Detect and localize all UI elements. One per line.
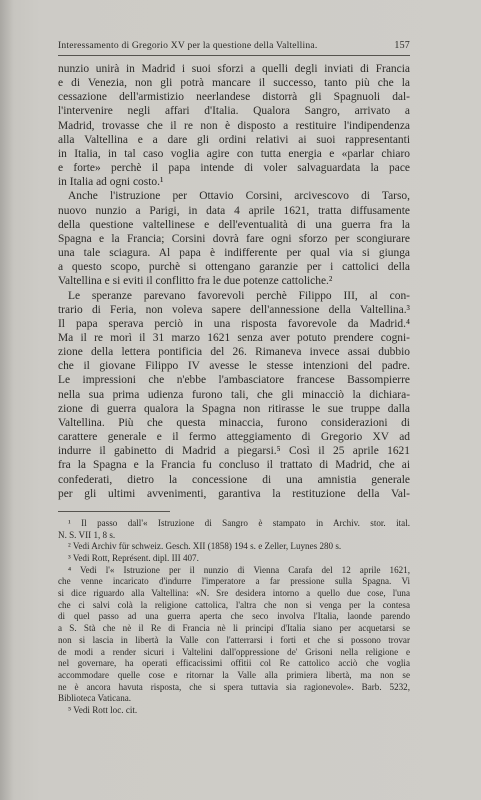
text-line: una tale sciagura. Al papa è indifferente per qual via si giunga [58,247,410,260]
text-line: zione della lettera pontificia del 26. Rimaneva invece assai dubbio [58,346,410,359]
footnote [58,553,410,565]
footnote [58,518,410,541]
footnote-line: nel governare, ha operati efficacissimi offitii col Re cattolico acciò che voglia [58,658,410,669]
text-line: Spagna e la Francia; Corsini dovrà fare ogni sforzo per scongiurare [58,232,410,245]
running-header [58,40,410,56]
footnote-separator [58,511,170,512]
text-line: nunzio unirà in Madrid i suoi sforzi a quelli degli inviati di Francia [58,63,410,75]
footnote [58,565,410,705]
text-line: nella sua prima udienza furono tali, che gli minacciò la dichiara- [58,388,410,401]
text-line: Ma il re morì il 31 marzo 1621 senza aver potuto prendere cogni- [58,331,410,344]
footnote-line: de modi a render sicuri i Valtelini dall'oppressione de' Grisoni nella religione e [58,646,410,657]
main-text [58,62,410,501]
text-line: Le impressioni che n'ebbe l'ambasciatore francese Bassompierre [58,374,410,387]
text-line: l'intervenire negli affari d'Italia. Qualora Sangro, arrivato a [58,105,410,118]
footnote-line: che ci salvi colà la religione cattolica, l'altra che non si venga per la contesa [58,599,410,610]
footnote-line: si dice riguardo alla Valtellina: «N. Sre desidera intorno a quello due cose, l'una [58,588,410,599]
text-line: nuovo nunzio a Parigi, in data 4 aprile 1621, tratta diffusamente [58,204,410,217]
text-line: confederati, dietro la concessione di una amnistia generale [58,473,410,486]
text-line: cessazione dell'armistizio neerlandese distorrà gli Spagnuoli dal- [58,91,410,104]
text-line: zione di guerra qualora la Spagna non ritirasse le sue truppe dalla [58,402,410,415]
footnote-line: a S. Stà che nè il Re di Francia nè li principi d'Italia siano per acquetarsi se [58,623,410,634]
text-line: Anche l'istruzione per Ottavio Corsini, arcivescovo di Tarso, [68,190,410,203]
page-content [58,40,410,717]
text-line: per gli ultimi avvenimenti, garantiva la restituzione della Val- [58,487,410,500]
text-line: carattere generale e il fermo atteggiamento di Gregorio XV ad [58,431,410,444]
text-line: Il papa sperava perciò in una risposta favorevole da Madrid.⁴ [58,317,410,330]
text-line: Le speranze parevano favorevoli perchè Filippo III, al con- [68,289,410,302]
footnote-line: ¹ Il passo dall'« Istruzione di Sangro è stampato in Archiv. stor. ital. [68,517,410,528]
text-line: Madrid, trovasse che il re non è disposto a restituire l'indipendenza [58,119,410,132]
footnotes [58,518,410,717]
text-line: Valtellina. Più che questa minaccia, furono considerazioni di [58,416,410,429]
footnote-line: accommodare quelle cose e ritornar la Valle alla primiera libertà, ma non se [58,669,410,680]
footnote-line: non si lascia in libertà la Valle con l'atterrarsi i forti et che si possono trovar [58,634,410,645]
footnote [58,705,410,717]
footnote-line: ² Vedi Archiv für schweiz. Gesch. XII (1858) 194 s. e Zeller, Luynes 280 s. [68,541,342,552]
footnote-line: che venne incaricato d'indurre l'imperatore a far pressione sulla Spagna. Vi [58,576,410,587]
footnote-line: ⁵ Vedi Rott loc. cit. [68,705,138,716]
text-line: in Italia ad ogni costo.¹ [58,176,164,189]
text-line: trario di Feria, non voleva sapere dell'annessione della Valtellina.³ [58,303,410,316]
text-line: indurre il gabinetto di Madrid a piegarsi.⁵ Così il 25 aprile 1621 [58,445,410,458]
page-number: 157 [394,40,410,51]
text-line: fra la Spagna e la Francia fu concluso il trattato di Madrid, che ai [58,459,410,472]
footnote-line: ⁴ Vedi l'« Istruzione per il nunzio di Vienna Carafa del 12 aprile 1621, [68,564,410,575]
text-line: in Italia, in tal caso voglia agire con tutta energia e «parlar chiaro [58,147,410,160]
footnote-line: ne è ancora havuta risposta, che si spera tuttavia sia ragionevole». Barb. 5232, [58,681,410,692]
text-line: alla Valtellina e a dare gli ordini relativi ai suoi rappresentanti [58,133,410,146]
footnote-line: di quel passo ad una guerra aperta che seco involva l'Italia, laonde parendo [58,611,410,622]
footnote-line: Biblioteca Vaticana. [58,693,132,704]
text-line: che il giovane Filippo IV avesse le stesse intenzioni del padre. [58,360,410,373]
footnote [58,541,410,553]
running-title: Interessamento di Gregorio XV per la questione della Valtellina. [58,40,318,51]
footnote-line: N. S. VII 1, 8 s. [58,529,116,540]
text-line: Valtellina e si eviti il conflitto fra le due potenze cattoliche.² [58,275,333,288]
text-line: della questione valtellinese e dell'eventualità di una guerra fra la [58,218,410,231]
footnote-line: ³ Vedi Rott, Représent. dipl. III 407. [68,552,199,563]
text-line: e forte» perchè il papa intende di voler salvaguardata la pace [58,162,410,175]
text-line: a questo scopo, purchè si ottengano garanzie per i cattolici della [58,261,410,274]
text-line: e di Venezia, non gli potrà mancare il successo, tanto più che la [58,77,410,90]
